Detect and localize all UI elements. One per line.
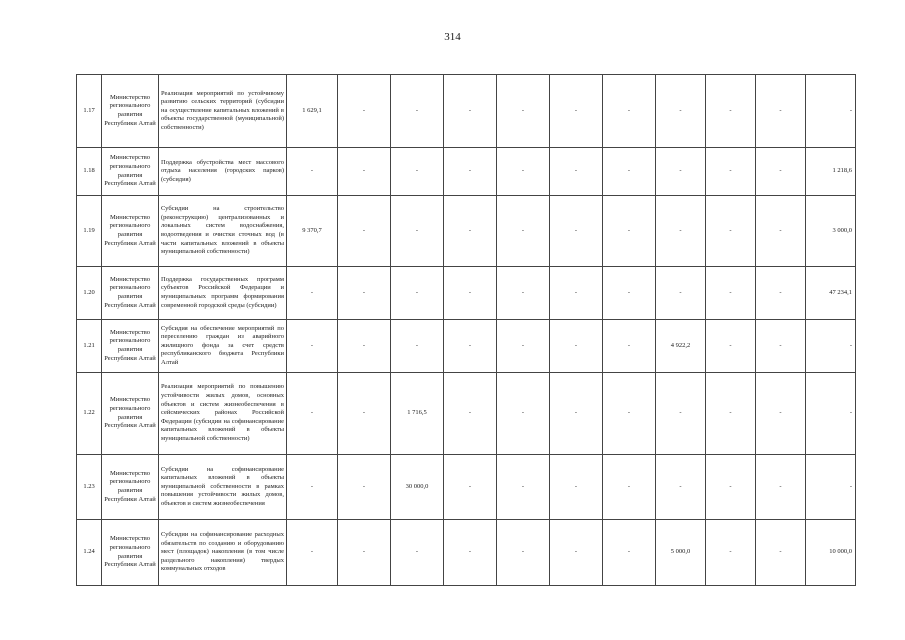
- ministry-cell: Министерство регионального развития Республики Алтай: [102, 75, 159, 148]
- value-cell: -: [287, 373, 338, 455]
- row-number-cell: 1.19: [77, 196, 102, 267]
- value-cell: -: [391, 148, 444, 196]
- table-row: [77, 520, 856, 586]
- value-cell: -: [656, 75, 706, 148]
- value-cell: -: [287, 148, 338, 196]
- table-row: [77, 148, 856, 196]
- row-number-cell: 1.22: [77, 373, 102, 455]
- value-cell: -: [656, 267, 706, 320]
- budget-table: [76, 74, 856, 586]
- value-cell: -: [391, 520, 444, 586]
- table-row: [77, 373, 856, 455]
- value-cell: -: [806, 320, 856, 373]
- value-cell: -: [444, 148, 497, 196]
- value-cell: 47 234,1: [806, 267, 856, 320]
- table-row: [77, 75, 856, 148]
- value-cell: -: [497, 267, 550, 320]
- value-cell: -: [497, 196, 550, 267]
- value-cell: -: [444, 455, 497, 520]
- value-cell: -: [806, 373, 856, 455]
- value-cell: -: [550, 520, 603, 586]
- table-row: [77, 196, 856, 267]
- value-cell: -: [550, 148, 603, 196]
- value-cell: -: [603, 75, 656, 148]
- value-cell: -: [391, 196, 444, 267]
- value-cell: -: [287, 320, 338, 373]
- value-cell: -: [287, 267, 338, 320]
- value-cell: -: [550, 373, 603, 455]
- value-cell: -: [603, 148, 656, 196]
- value-cell: -: [338, 320, 391, 373]
- value-cell: -: [603, 455, 656, 520]
- table-row: [77, 320, 856, 373]
- value-cell: -: [338, 148, 391, 196]
- value-cell: 1 629,1: [287, 75, 338, 148]
- value-cell: 1 716,5: [391, 373, 444, 455]
- value-cell: -: [497, 373, 550, 455]
- value-cell: -: [550, 455, 603, 520]
- ministry-cell: Министерство регионального развития Республики Алтай: [102, 373, 159, 455]
- value-cell: -: [706, 267, 756, 320]
- value-cell: -: [756, 373, 806, 455]
- value-cell: -: [756, 196, 806, 267]
- value-cell: -: [756, 148, 806, 196]
- value-cell: -: [806, 455, 856, 520]
- value-cell: -: [338, 373, 391, 455]
- value-cell: 3 000,0: [806, 196, 856, 267]
- value-cell: -: [656, 196, 706, 267]
- value-cell: -: [706, 196, 756, 267]
- value-cell: 30 000,0: [391, 455, 444, 520]
- value-cell: -: [550, 267, 603, 320]
- row-number-cell: 1.21: [77, 320, 102, 373]
- value-cell: -: [497, 148, 550, 196]
- description-cell: Поддержка обустройства мест массового отдыха населения (городских парков) (субсидия): [159, 148, 287, 196]
- table-body: [77, 75, 856, 586]
- value-cell: -: [656, 455, 706, 520]
- value-cell: -: [550, 320, 603, 373]
- ministry-cell: Министерство регионального развития Республики Алтай: [102, 455, 159, 520]
- value-cell: -: [656, 148, 706, 196]
- value-cell: 10 000,0: [806, 520, 856, 586]
- row-number-cell: 1.20: [77, 267, 102, 320]
- description-cell: Субсидии на строительство (реконструкцию) централизованных и локальных систем водоснабжения, водоотведения и очистки сточных вод (в части капитальных вложений в объекты муниципальной собственности): [159, 196, 287, 267]
- ministry-cell: Министерство регионального развития Республики Алтай: [102, 267, 159, 320]
- value-cell: -: [444, 373, 497, 455]
- row-number-cell: 1.17: [77, 75, 102, 148]
- value-cell: -: [603, 520, 656, 586]
- description-cell: Субсидия на обеспечение мероприятий по переселению граждан из аварийного жилищного фонда за счет средств республиканского бюджета Республики Алтай: [159, 320, 287, 373]
- ministry-cell: Министерство регионального развития Республики Алтай: [102, 320, 159, 373]
- value-cell: -: [756, 520, 806, 586]
- value-cell: -: [497, 75, 550, 148]
- value-cell: -: [756, 320, 806, 373]
- value-cell: -: [706, 520, 756, 586]
- value-cell: -: [338, 520, 391, 586]
- value-cell: -: [550, 196, 603, 267]
- value-cell: -: [338, 455, 391, 520]
- description-cell: Реализация мероприятий по повышению устойчивости жилых домов, основных объектов и систем жизнеобеспечения в сейсмических районах Российской Федерации (субсидии на софинансирование капитальных вложений в объекты муниципальной собственности): [159, 373, 287, 455]
- value-cell: -: [287, 455, 338, 520]
- value-cell: -: [756, 75, 806, 148]
- table-row: [77, 455, 856, 520]
- value-cell: -: [706, 75, 756, 148]
- ministry-cell: Министерство регионального развития Республики Алтай: [102, 148, 159, 196]
- table-row: [77, 267, 856, 320]
- value-cell: -: [756, 455, 806, 520]
- value-cell: -: [444, 267, 497, 320]
- row-number-cell: 1.24: [77, 520, 102, 586]
- value-cell: -: [656, 373, 706, 455]
- value-cell: -: [603, 196, 656, 267]
- value-cell: -: [706, 320, 756, 373]
- value-cell: -: [550, 75, 603, 148]
- value-cell: 4 922,2: [656, 320, 706, 373]
- description-cell: Субсидии на софинансирование расходных обязательств по созданию и оборудованию мест (площадок) накопления (в том числе раздельного накопления) твердых коммунальных отходов: [159, 520, 287, 586]
- value-cell: -: [338, 196, 391, 267]
- ministry-cell: Министерство регионального развития Республики Алтай: [102, 196, 159, 267]
- value-cell: -: [497, 520, 550, 586]
- description-cell: Реализация мероприятий по устойчивому развитию сельских территорий (субсидии на осуществление капитальных вложений в объекты государственной (муниципальной) собственности): [159, 75, 287, 148]
- value-cell: -: [497, 455, 550, 520]
- value-cell: -: [603, 373, 656, 455]
- value-cell: -: [706, 148, 756, 196]
- value-cell: -: [444, 520, 497, 586]
- value-cell: -: [603, 320, 656, 373]
- value-cell: -: [287, 520, 338, 586]
- value-cell: 1 218,6: [806, 148, 856, 196]
- value-cell: -: [706, 455, 756, 520]
- value-cell: -: [444, 196, 497, 267]
- value-cell: -: [444, 320, 497, 373]
- row-number-cell: 1.23: [77, 455, 102, 520]
- value-cell: -: [603, 267, 656, 320]
- page-number: 314: [444, 31, 461, 43]
- description-cell: Субсидии на софинансирование капитальных вложений в объекты муниципальной собственности в рамках повышения устойчивости жилых домов, объектов и систем жизнеобеспечения: [159, 455, 287, 520]
- ministry-cell: Министерство регионального развития Республики Алтай: [102, 520, 159, 586]
- value-cell: -: [444, 75, 497, 148]
- value-cell: -: [391, 75, 444, 148]
- description-cell: Поддержка государственных программ субъектов Российской Федерации и муниципальных программ формирования современной городской среды (субсидии): [159, 267, 287, 320]
- row-number-cell: 1.18: [77, 148, 102, 196]
- value-cell: -: [806, 75, 856, 148]
- value-cell: 9 370,7: [287, 196, 338, 267]
- value-cell: -: [338, 75, 391, 148]
- value-cell: 5 000,0: [656, 520, 706, 586]
- value-cell: -: [497, 320, 550, 373]
- value-cell: -: [756, 267, 806, 320]
- value-cell: -: [706, 373, 756, 455]
- value-cell: -: [391, 320, 444, 373]
- value-cell: -: [391, 267, 444, 320]
- value-cell: -: [338, 267, 391, 320]
